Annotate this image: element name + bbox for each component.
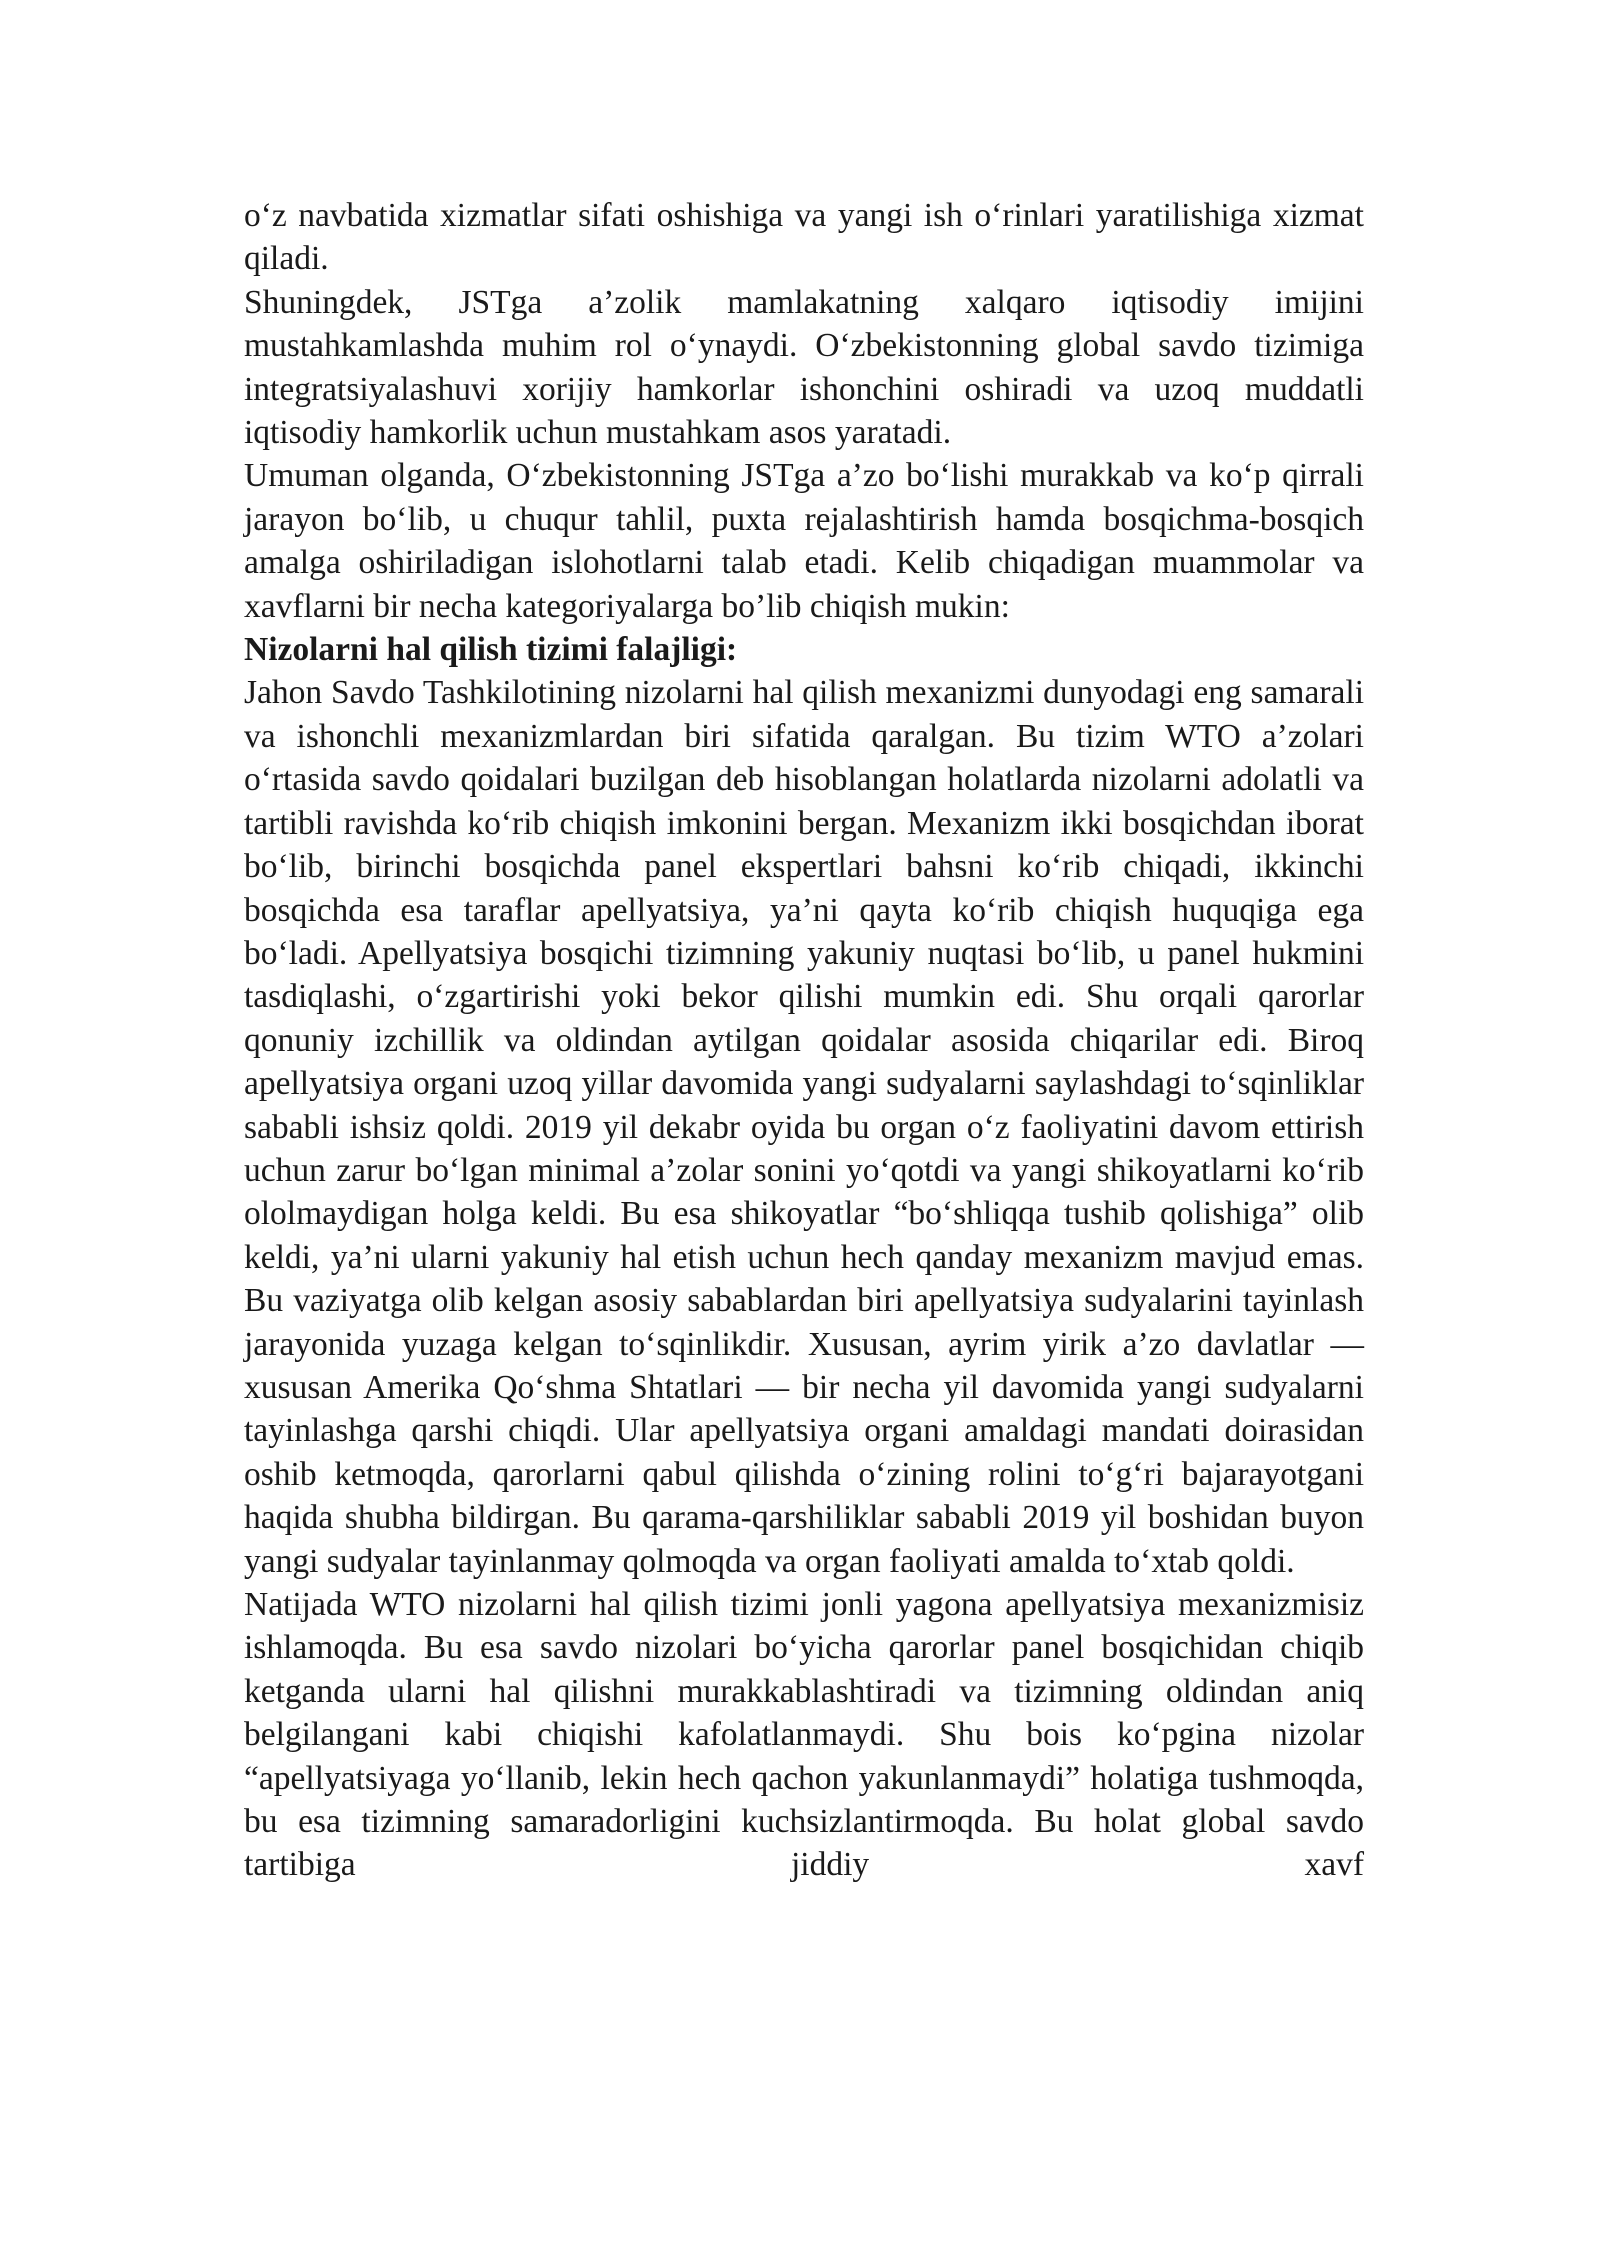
paragraph-continuation: o‘z navbatida xizmatlar sifati oshishiga va yangi ish o‘rinlari yaratilishiga xizmat qiladi. — [244, 197, 1364, 278]
section-heading: Nizolarni hal qilish tizimi falajligi: — [244, 631, 738, 669]
paragraph-summary: Umuman olganda, O‘zbekistonning JSTga a’zo bo‘lishi murakkab va ko‘p qirrali jarayon bo‘lib, u chuqur tahlil, puxta rejalashtirish hamda bosqichma-bosqich amalga oshiriladigan islohotlarni talab etadi. Kelib chiqadigan muammolar va xavflarni bir necha kategoriyalarga bo’lib chiqish mukin: — [244, 457, 1364, 625]
body-text — [244, 194, 1364, 1887]
paragraph-international-image: Shuningdek, JSTga a’zolik mamlakatning xalqaro iqtisodiy imijini mustahkamlashda muhim rol o‘ynaydi. O‘zbekistonning global savdo tizimiga integratsiyalashuvi xorijiy hamkorlar ishonchini oshiradi va uzoq muddatli iqtisodiy hamkorlik uchun mustahkam asos yaratadi. — [244, 283, 1364, 452]
paragraph-dispute-mechanism: Jahon Savdo Tashkilotining nizolarni hal qilish mexanizmi dunyodagi eng samarali va ishonchli mexanizmlardan biri sifatida qaralgan. Bu tizim WTO a’zolari o‘rtasida savdo qoidalari buzilgan deb hisoblangan holatlarda nizolarni adolatli va tartibli ravishda ko‘rib chiqish imkonini bergan. Mexanizm ikki bosqichdan iborat bo‘lib, birinchi bosqichda panel ekspertlari bahsni ko‘rib chiqadi, ikkinchi bosqichda esa taraflar apellyatsiya, ya’ni qayta ko‘rib chiqish huquqiga ega bo‘ladi. Apellyatsiya bosqichi tizimning yakuniy nuqtasi bo‘lib, u panel hukmini tasdiqlashi, o‘zgartirishi yoki bekor qilishi mumkin edi. Shu orqali qarorlar qonuniy izchillik va oldindan aytilgan qoidalar asosida chiqarilar edi. Biroq apellyatsiya organi uzoq yillar davomida yangi sudyalarni saylashdagi to‘sqinliklar sababli ishsiz qoldi. 2019 yil dekabr oyida bu organ o‘z faoliyatini davom ettirish uchun zarur bo‘lgan minimal a’zolar sonini yo‘qotdi va yangi shikoyatlarni ko‘rib ololmaydigan holga keldi. Bu esa shikoyatlar “bo‘shliqqa tushib qolishiga” olib keldi, ya’ni ularni yakuniy hal etish uchun hech qanday mexanizm mavjud emas. Bu vaziyatga olib kelgan asosiy sabablardan biri apellyatsiya sudyalarini tayinlash jarayonida yuzaga kelgan to‘sqinlikdir. Xususan, ayrim yirik a’zo davlatlar — xususan Amerika Qo‘shma Shtatlari — bir necha yil davomida yangi sudyalarni tayinlashga qarshi chiqdi. Ular apellyatsiya organi amaldagi mandati doirasidan oshib ketmoqda, qarorlarni qabul qilishda o‘zining rolini to‘g‘ri bajarayotgani haqida shubha bildirgan. Bu qarama-qarshiliklar sababli 2019 yil boshidan buyon yangi sudyalar tayinlanmay qolmoqda va organ faoliyati amalda to‘xtab qoldi. — [244, 674, 1364, 1580]
paragraph-consequences: Natijada WTO nizolarni hal qilish tizimi jonli yagona apellyatsiya mexanizmisiz ishlamoqda. Bu esa savdo nizolari bo‘yicha qarorlar panel bosqichidan chiqib ketganda ularni hal qilishni murakkablashtiradi va tizimning oldindan aniq belgilangani kabi chiqishi kafolatlanmaydi. Shu bois ko‘pgina nizolar “apellyatsiyaga yo‘llanib, lekin hech qachon yakunlanmaydi” holatiga tushmoqda, bu esa tizimning samaradorligini kuchsizlantirmoqda. Bu holat global savdo tartibiga jiddiy xavf — [244, 1586, 1364, 1884]
